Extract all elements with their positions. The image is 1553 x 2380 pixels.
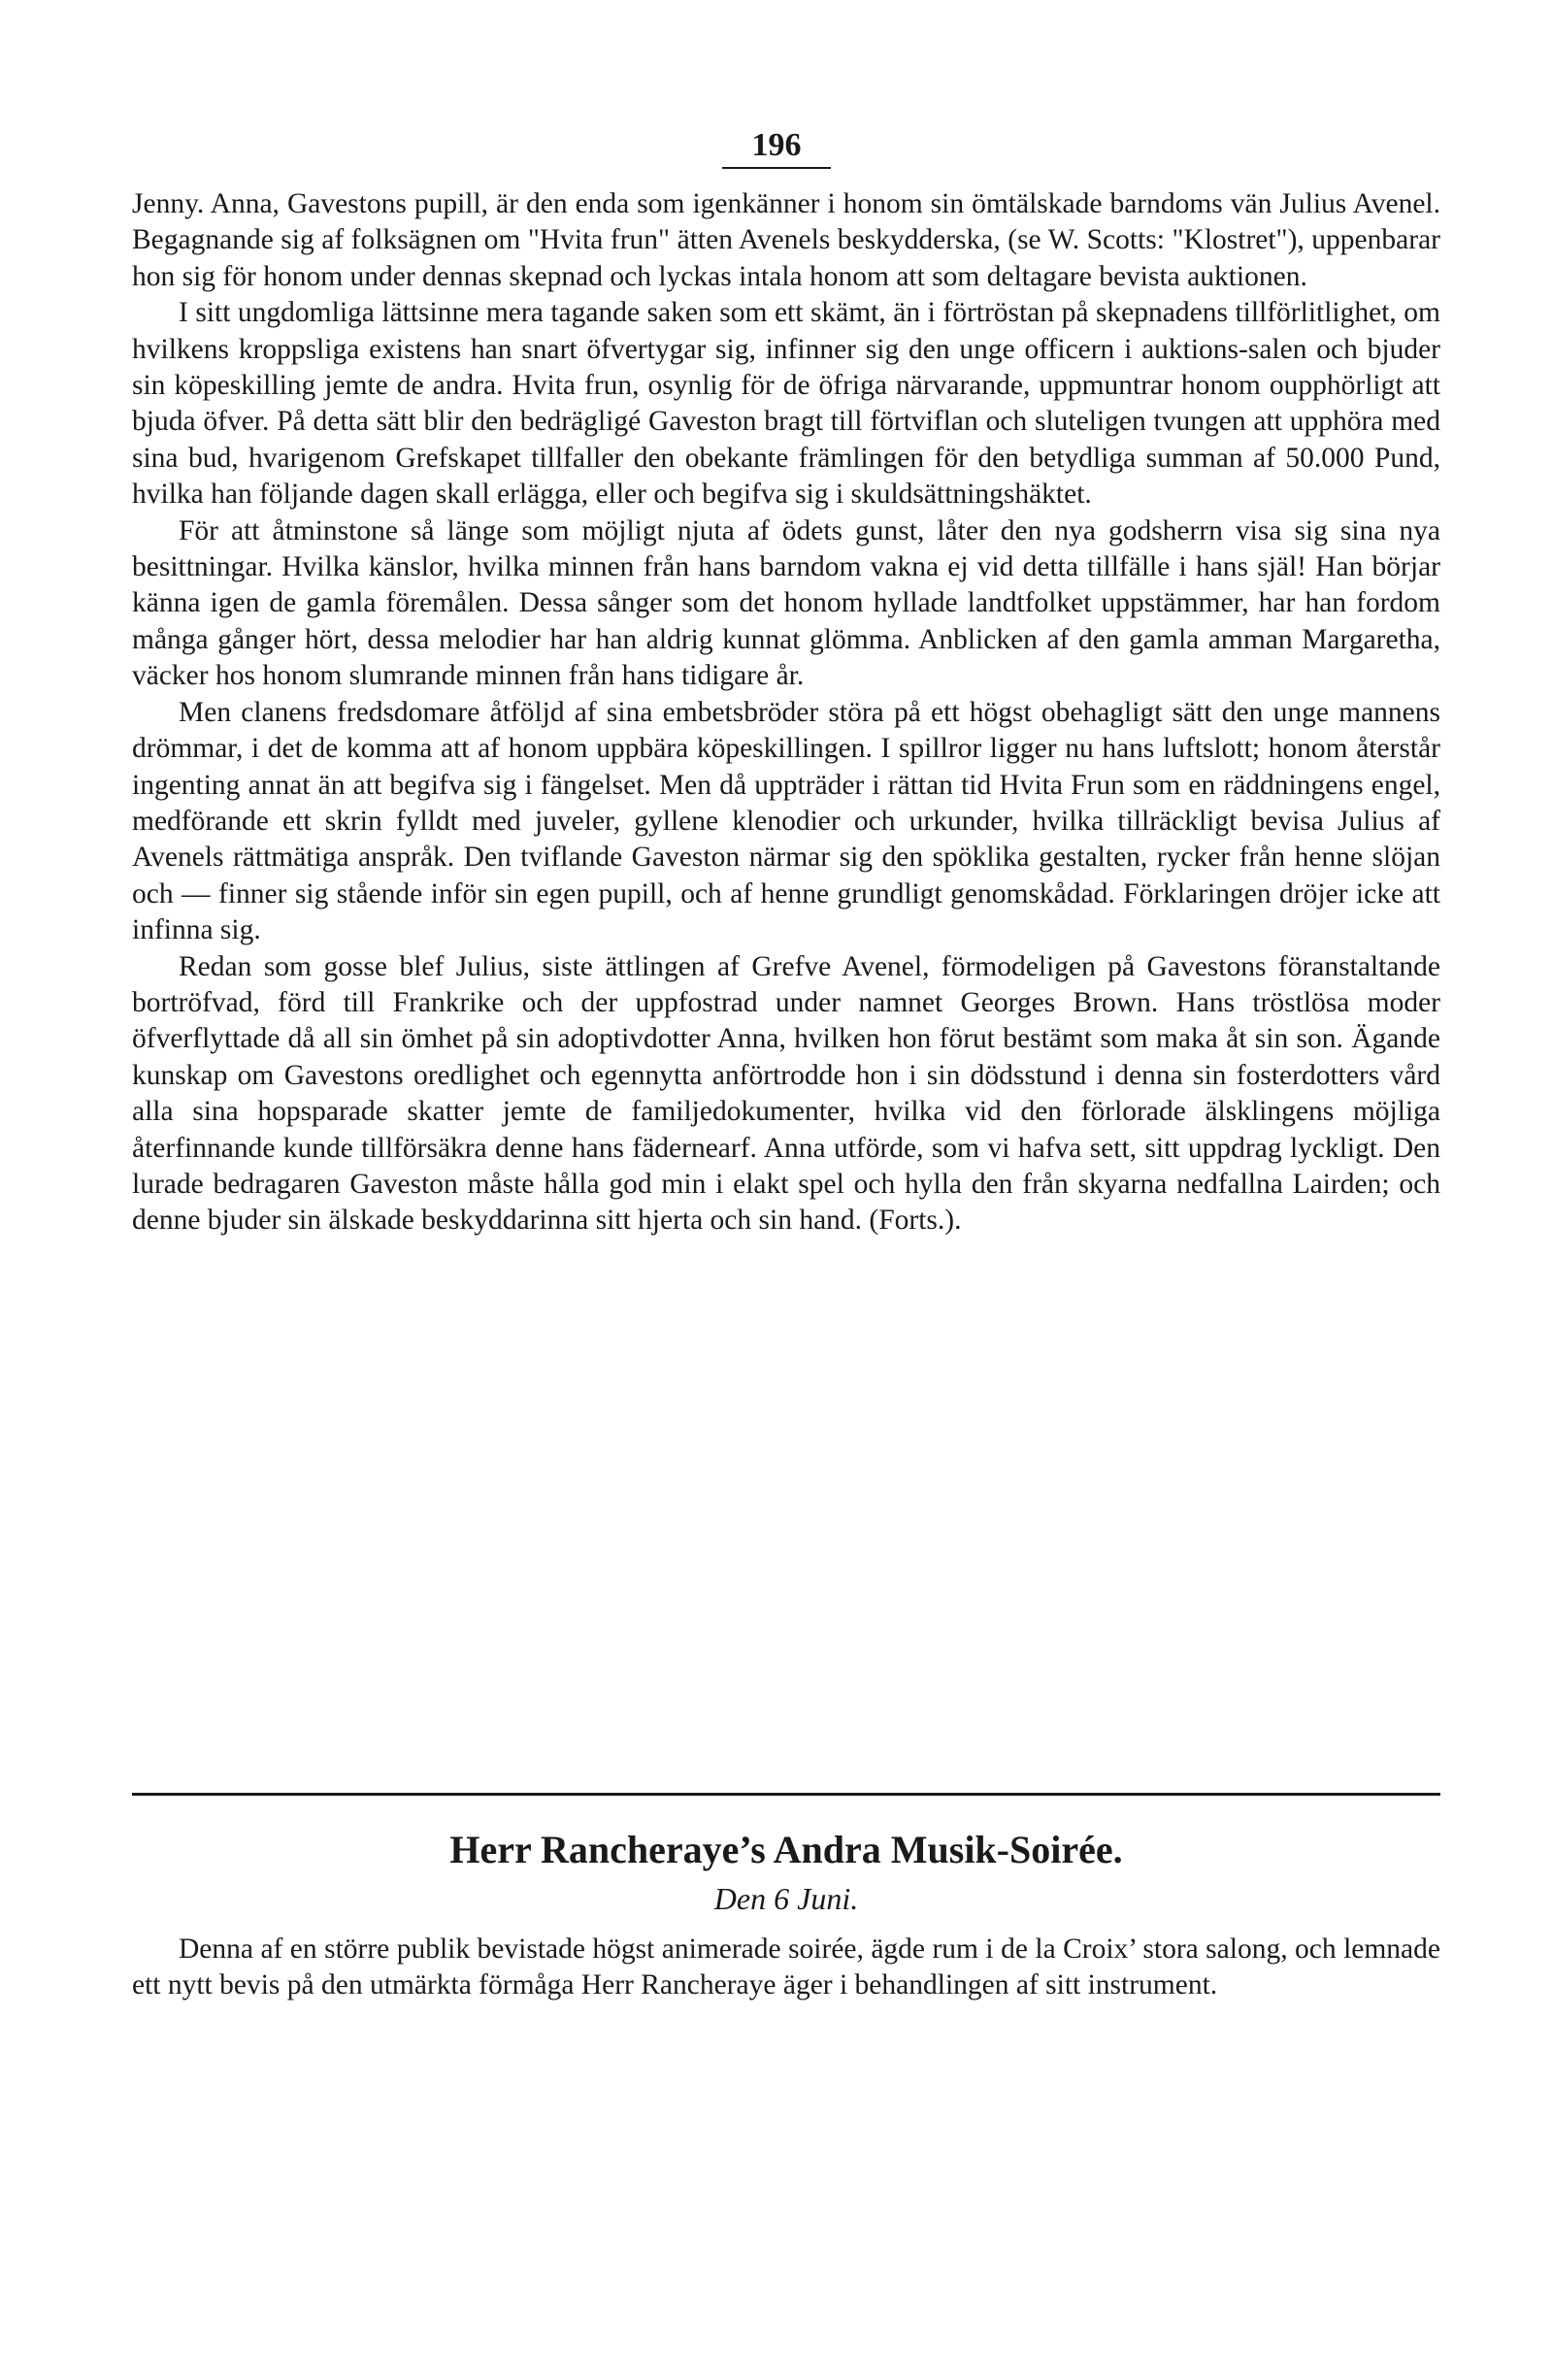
article-paragraph: Men clanens fredsdomare åtföljd af sina embetsbröder störa på ett högst obehagligt sätt den unge mannens drömmar, i det de komma att af honom uppbära köpeskillingen. I spillror ligger nu hans luftslott; honom återstår ingenting annat än att begifva sig i fängelset. Men då uppträder i rättan tid Hvita Frun som en räddningens engel, medförande ett skrin fylldt med juveler, gyllene klenodier och urkunder, hvilka tillräckligt bevisa Julius af Avenels rättmätiga anspråk. Den tviflande Gaveston närmar sig den spöklika gestalten, rycker från henne slöjan och — finner sig stående inför sin egen pupill, och af henne grundligt genomskådad. Förklaringen dröjer icke att infinna sig. xyxy=(132,696,1440,946)
section-divider xyxy=(132,1793,1440,1796)
section-date: Den 6 Juni. xyxy=(713,1881,859,1916)
section-paragraph: Denna af en större publik bevistade högst animerade soirée, ägde rum i de la Croix’ stora salong, och lemnade ett nytt bevis på den utmärkta förmåga Herr Rancheraye äger i behandlingen af sitt instrument. xyxy=(132,1934,1440,2001)
article-body xyxy=(132,186,1440,1240)
page-number: 196 xyxy=(722,124,831,169)
article-paragraph: Redan som gosse blef Julius, siste ättlingen af Grefve Avenel, förmodeligen på Gavestons föranstaltande bortröfvad, förd till Frankrike och der uppfostrad under namnet Georges Brown. Hans tröstlösa moder öfverflyttade då all sin ömhet på sin adoptivdotter Anna, hvilken hon förut bestämt som maka åt sin son. Ägande kunskap om Gavestons oredlighet och egennytta anförtrodde hon i sin dödsstund i denna sin fosterdotters vård alla sina hopsparade skatter jemte de familjedokumenter, hvilka vid den förlorade älsklingens möjliga återfinnande kunde tillförsäkra denne hans fädernearf. Anna utförde, som vi hafva sett, sitt uppdrag lyckligt. Den lurade bedragaren Gaveston måste hålla god min i elakt spel och hylla den från skyarna nedfallna Lairden; och denne bjuder sin älskade beskyddarinna sitt hjerta och sin hand. (Forts.). xyxy=(132,950,1440,1237)
article-paragraph: I sitt ungdomliga lättsinne mera tagande saken som ett skämt, än i förtröstan på skepnadens tillförlitlighet, om hvilkens kroppsliga existens han snart öfvertygar sig, infinner sig den unge officern i auktions-salen och bjuder sin köpeskilling jemte de andra. Hvita frun, osynlig för de öfriga närvarande, uppmuntrar honom oupphörligt att bjuda öfver. På detta sätt blir den bedrägligé Gaveston bragt till förtviflan och sluteligen tvungen att upphöra med sina bud, hvarigenom Grefskapet tillfaller den obekante främlingen för den betydliga summan af 50.000 Pund, hvilka han följande dagen skall erlägga, eller och begifva sig i skuldsättningshäktet. xyxy=(132,297,1440,511)
article-paragraph: För att åtminstone så länge som möjligt njuta af ödets gunst, låter den nya godsherrn visa sig sina nya besittningar. Hvilka känslor, hvilka minnen från hans barndom vakna ej vid detta tillfälle i hans själ! Han börjar känna igen de gamla föremålen. Dessa sånger som det honom hyllade landtfolket uppstämmer, har han fordom många gånger hört, dessa melodier har han aldrig kunnat glömma. Anblicken af den gamla amman Margaretha, väcker hos honom slumrande minnen från hans tidigare år. xyxy=(132,514,1440,692)
article-paragraph: Jenny. Anna, Gavestons pupill, är den enda som igenkänner i honom sin ömtälskade barndoms vän Julius Avenel. Begagnande sig af folksägnen om "Hvita frun" ätten Avenels beskydderska, (se W. Scotts: "Klostret"), uppenbarar hon sig för honom under dennas skepnad och lyckas intala honom att som deltagare bevista auktionen. xyxy=(132,188,1440,292)
section-title: Herr Rancheraye’s Andra Musik-Soirée. xyxy=(449,1828,1123,1871)
section-body xyxy=(132,1932,1440,2004)
